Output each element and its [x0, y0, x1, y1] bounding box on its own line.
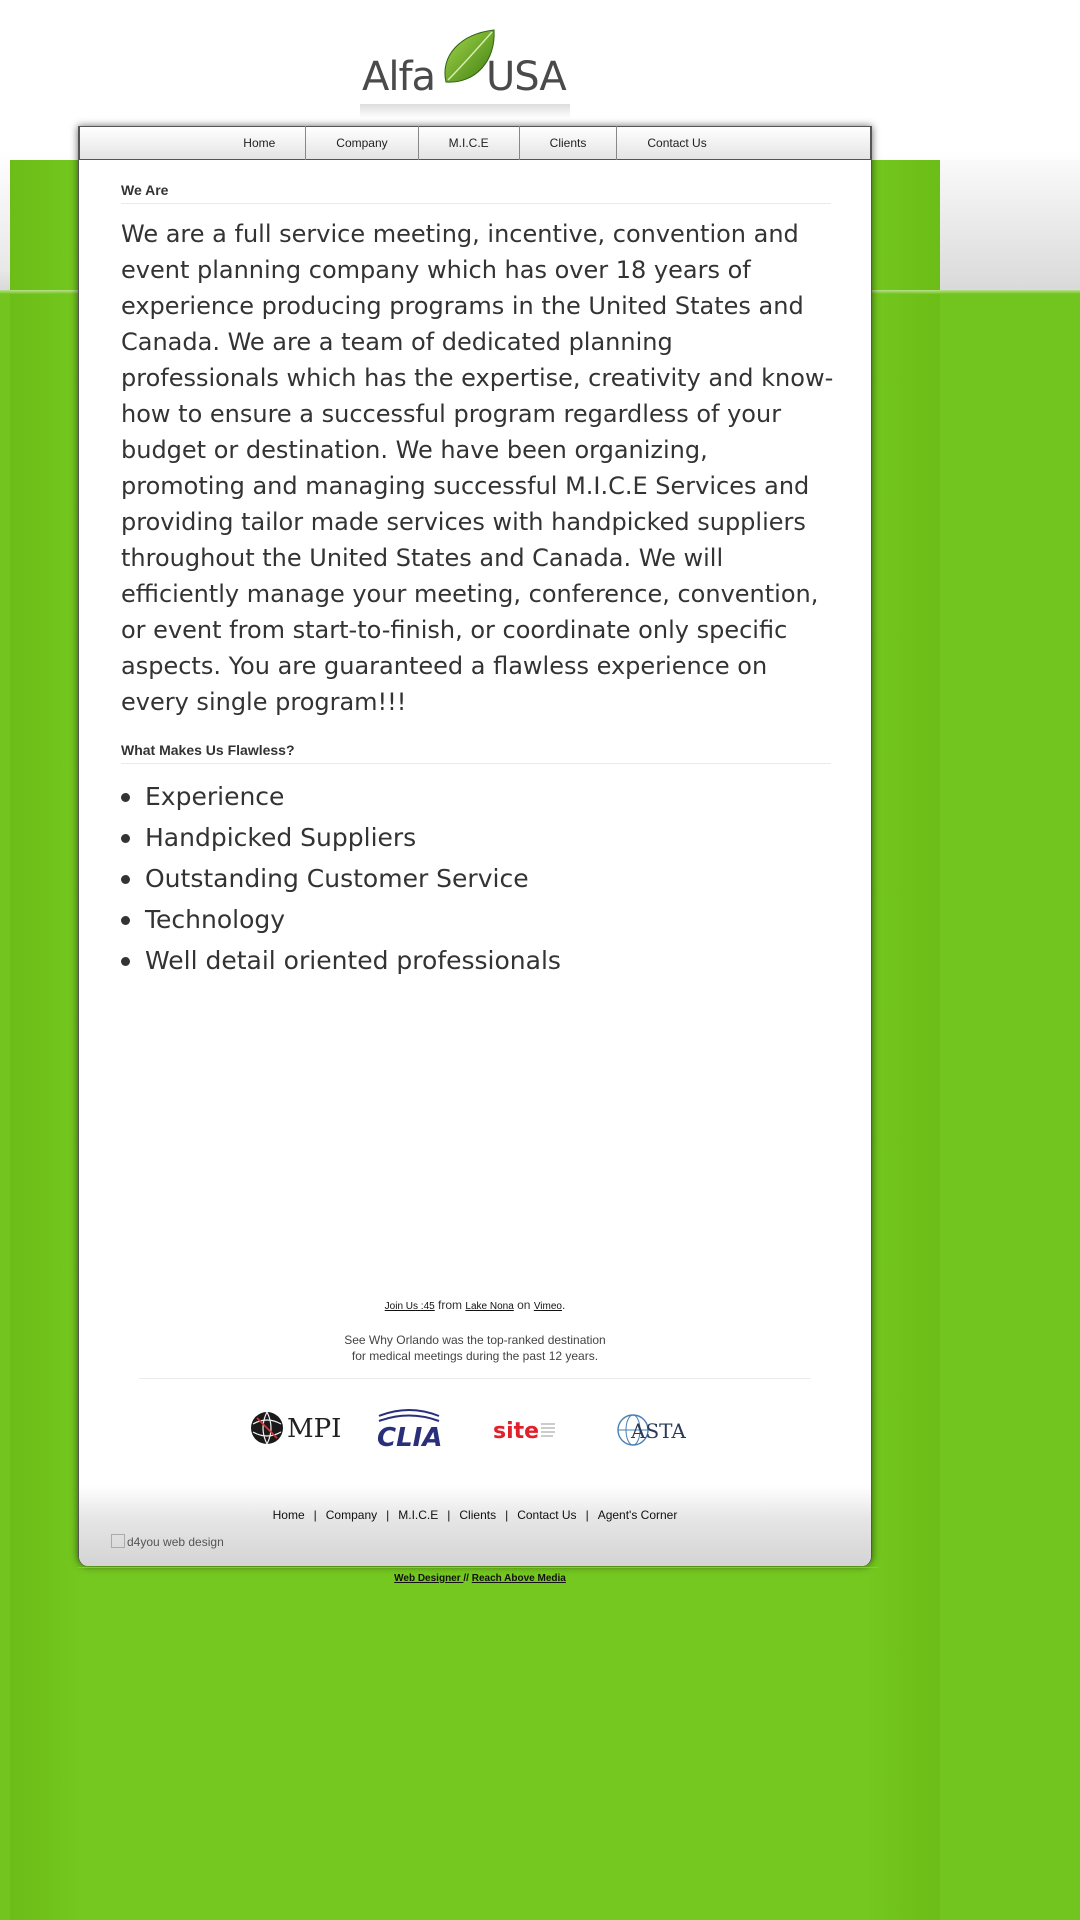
flawless-list: [121, 776, 821, 981]
asta-logo[interactable]: [613, 1406, 686, 1452]
video-credit: [79, 1298, 871, 1312]
logo-word-alfa: Alfa: [362, 54, 436, 100]
logo-reflection: [360, 104, 570, 118]
web-design-credit-image[interactable]: [111, 1534, 224, 1549]
video-site-link[interactable]: Vimeo: [533, 1301, 562, 1312]
footer-link-clients[interactable]: Clients: [459, 1508, 497, 1522]
nav-company[interactable]: Company: [306, 126, 418, 160]
footer-separator: |: [386, 1508, 390, 1522]
video-author-link[interactable]: Lake Nona: [465, 1301, 514, 1312]
clia-logo-text: CLIA: [377, 1423, 443, 1453]
video-title-link[interactable]: Join Us :45: [384, 1301, 435, 1312]
nav-mice[interactable]: M.I.C.E: [419, 126, 520, 160]
footer-bar: [79, 1486, 871, 1566]
designer-divider: [78, 1567, 878, 1568]
footer-link-mice[interactable]: M.I.C.E: [398, 1508, 439, 1522]
designer-separator: //: [463, 1573, 469, 1584]
intro-paragraph: We are a full service meeting, incentive, convention and event planning company which has over 18 years of experience producing programs in the United States and Canada. We are a team of dedicated planning professionals which has the expertise, creativity and know-how to ensure a successful program regardless of your budget or destination. We have been organizing, promoting and managing successful M.I.C.E Services and providing tailor made services with handpicked suppliers throughout the United States and Canada. We will efficiently manage your meeting, conference, convention, or event from start-to-finish, or coordinate only specific aspects. You are guaranteed a flawless experience on every single program!!!: [121, 220, 834, 716]
site-logo-partner[interactable]: [491, 1406, 571, 1452]
footer-separator: |: [447, 1508, 451, 1522]
orlando-promo[interactable]: [79, 1332, 871, 1364]
logo-word-usa: USA: [486, 54, 566, 100]
site-logo-text: site: [493, 1419, 540, 1444]
footer-separator: |: [505, 1508, 509, 1522]
web-design-credit-alt: d4you web design: [127, 1535, 224, 1549]
divider: [139, 1378, 811, 1379]
footer-link-agents-corner[interactable]: Agent's Corner: [597, 1508, 678, 1522]
video-on-text: on: [517, 1298, 531, 1312]
footer-link-home[interactable]: Home: [272, 1508, 305, 1522]
list-item: Well detail oriented professionals: [121, 940, 821, 981]
footer-link-company[interactable]: Company: [325, 1508, 378, 1522]
mpi-logo-text: MPI: [287, 1414, 342, 1444]
promo-line-2: for medical meetings during the past 12 years.: [351, 1349, 599, 1363]
promo-line-1: See Why Orlando was the top-ranked destination: [344, 1333, 606, 1347]
top-navigation: [79, 126, 871, 160]
list-item: Experience: [121, 776, 821, 817]
footer-separator: |: [585, 1508, 589, 1522]
video-credit-end: .: [561, 1298, 566, 1312]
asta-logo-text: ASTA: [631, 1419, 686, 1443]
site-logo[interactable]: [360, 26, 570, 116]
right-grey-background: [940, 160, 1080, 292]
footer-link-contact-us[interactable]: Contact Us: [517, 1508, 577, 1522]
main-content-card: [78, 126, 872, 1566]
video-from-text: from: [438, 1298, 463, 1312]
nav-contact-us[interactable]: Contact Us: [647, 136, 707, 150]
footer-separator: |: [313, 1508, 317, 1522]
list-item: Handpicked Suppliers: [121, 817, 821, 858]
designer-credit: [0, 1573, 960, 1584]
we-are-heading: We Are: [121, 182, 831, 204]
reach-above-media-link[interactable]: Reach Above Media: [471, 1573, 566, 1584]
list-item: Technology: [121, 899, 821, 940]
nav-clients[interactable]: Clients: [520, 126, 618, 160]
web-designer-link[interactable]: Web Designer: [394, 1573, 464, 1584]
broken-image-icon: [111, 1534, 125, 1548]
partner-logos: [79, 1406, 871, 1452]
mpi-logo[interactable]: [249, 1406, 342, 1452]
footer-navigation: [79, 1508, 871, 1522]
flawless-heading: What Makes Us Flawless?: [121, 742, 831, 764]
list-item: Outstanding Customer Service: [121, 858, 821, 899]
nav-home[interactable]: Home: [213, 126, 306, 160]
clia-logo[interactable]: [375, 1406, 443, 1452]
